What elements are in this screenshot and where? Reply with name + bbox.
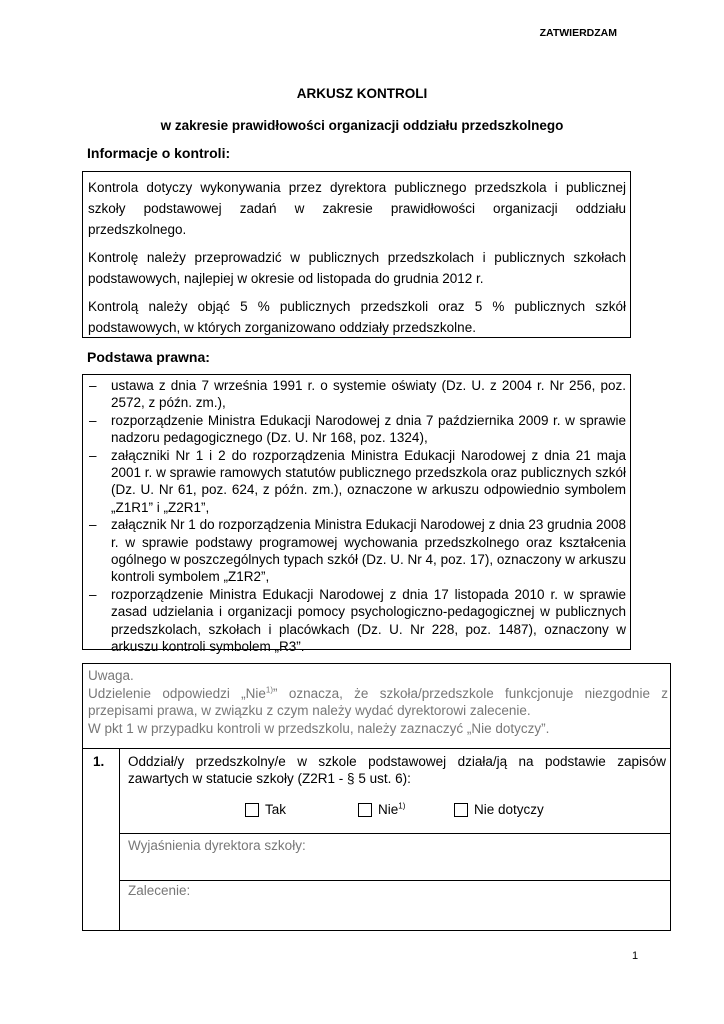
explanation-label: Wyjaśnienia dyrektora szkoły: (128, 838, 306, 853)
divider (119, 748, 120, 930)
checkbox-no[interactable] (358, 803, 372, 817)
approval-stamp-text: ZATWIERDZAM (539, 27, 617, 39)
document-title: ARKUSZ KONTROLI (296, 86, 428, 101)
legal-basis-list (87, 377, 626, 656)
checkbox-not-applicable[interactable] (454, 803, 468, 817)
legal-basis-item: – ustawa z dnia 7 września 1991 r. o systemie oświaty (Dz. U. z 2004 r. Nr 256, poz. 2572, z późn. zm.), (87, 377, 626, 412)
info-paragraph: Kontrola dotyczy wykonywania przez dyrektora publicznego przedszkola i publicznej szkoły podstawowej zadań w zakresie prawidłowości organizacji oddziału przedszkolnego. (88, 180, 626, 237)
question-number: 1. (93, 754, 105, 769)
note-block (88, 667, 668, 737)
option-yes[interactable] (245, 802, 286, 817)
option-no[interactable] (358, 802, 405, 817)
legal-basis-box (82, 374, 631, 655)
legal-basis-item: – załącznik Nr 1 do rozporządzenia Ministra Edukacji Narodowej z dnia 23 grudnia 2008 r. w sprawie podstawy programowej wychowania przedszkolnego oraz kształcenia ogólnego w poszczególnych typach szkół (Dz. U. Nr 4, poz. 17), oznaczony w arkuszu kontroli symbolem „Z1R2”, (87, 516, 626, 586)
divider (119, 880, 670, 881)
note-label: Uwaga. (88, 668, 134, 683)
legal-heading: Podstawa prawna: (87, 349, 210, 365)
document-subtitle: w zakresie prawidłowości organizacji oddziału przedszkolnego (160, 118, 564, 133)
info-paragraph: Kontrolę należy przeprowadzić w publicznych przedszkolach i publicznych szkołach podstawowych, najlepiej w okresie od listopada do grudnia 2012 r. (88, 250, 626, 286)
note-text: Udzielenie odpowiedzi „Nie$^{1)}$” oznacza, że szkoła/przedszkole funkcjonuje niezgodnie z przepisami prawa, w związku z czym należy wydać dyrektorowi zalecenie. (88, 685, 668, 718)
info-paragraph: Kontrolą należy objąć 5 % publicznych przedszkoli oraz 5 % publicznych szkół podstawowych, w których zorganizowano oddziały przedszkolne. (88, 299, 626, 335)
legal-basis-item: – rozporządzenie Ministra Edukacji Narodowej z dnia 7 października 2009 r. w sprawie nadzoru pedagogicznego (Dz. U. Nr 168, poz. 1324), (87, 412, 626, 447)
divider (119, 833, 670, 834)
info-heading: Informacje o kontroli: (87, 145, 231, 161)
recommendation-label: Zalecenie: (128, 883, 191, 898)
note-text-2: W pkt 1 w przypadku kontroli w przedszkolu, należy zaznaczyć „Nie dotyczy”. (88, 720, 550, 736)
page-number: 1 (632, 950, 639, 962)
control-table (82, 663, 671, 931)
legal-basis-item: – rozporządzenie Ministra Edukacji Narodowej z dnia 17 listopada 2010 r. w sprawie zasad udzielania i organizacji pomocy psychologiczno-pedagogicznej w publicznych przedszkolach, szkołach i placówkach (Dz. U. Nr 228, poz. 1487), oznaczony w arkuszu kontroli symbolem „R3”. (87, 586, 626, 656)
option-no-label: Nie$^{1)}$ (378, 801, 406, 817)
option-not-applicable[interactable] (454, 802, 544, 817)
info-box (82, 171, 631, 338)
legal-basis-item: – załączniki Nr 1 i 2 do rozporządzenia Ministra Edukacji Narodowej z dnia 21 maja 2001 r. w sprawie ramowych statutów publicznego przedszkola oraz publicznych szkół (Dz. U. Nr 61, poz. 624, z późn. zm.), oznaczone w arkuszu odpowiednio symbolem „Z1R1” i „Z2R1”, (87, 447, 626, 517)
divider (83, 748, 670, 749)
option-yes-label: Tak (265, 802, 287, 817)
question-text: Oddział/y przedszkolny/e w szkole podstawowej działa/ją na podstawie zapisów zawartych w statucie szkoły (Z2R1 - § 5 ust. 6): (128, 754, 666, 787)
option-not-applicable-label: Nie dotyczy (474, 802, 544, 817)
checkbox-yes[interactable] (245, 803, 259, 817)
